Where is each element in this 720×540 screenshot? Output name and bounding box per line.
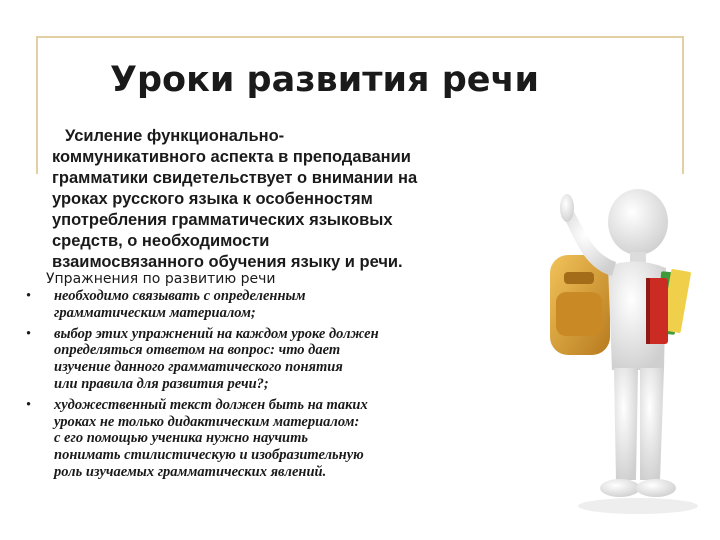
slide-title: Уроки развития речи: [110, 60, 540, 100]
intro-paragraph: [52, 126, 512, 273]
frame-right-line: [682, 36, 684, 174]
list-item-line: или правила для развития речи?;: [54, 375, 269, 392]
paragraph-line: коммуникативного аспекта в преподавании: [52, 148, 411, 166]
paragraph-line: средств, о необходимости: [52, 232, 270, 250]
exercises-subheading: Упражнения по развитию речи: [46, 271, 276, 287]
list-item: [24, 326, 514, 393]
paragraph-line: употребления грамматических языковых: [52, 211, 393, 229]
bullet-icon: •: [26, 396, 32, 413]
books: [646, 269, 691, 344]
paragraph-line: грамматики свидетельствует о внимании на: [52, 169, 418, 187]
list-item-line: уроках не только дидактическим материалом:: [54, 413, 360, 430]
list-item-line: грамматическим материалом;: [54, 304, 256, 321]
list-item: [24, 288, 514, 322]
list-item: [24, 397, 514, 481]
bullet-icon: •: [26, 325, 32, 342]
bullet-icon: •: [26, 288, 32, 304]
list-item-line: с его помощью ученика нужно научить: [54, 430, 309, 447]
list-item-line: необходимо связывать с определенным: [54, 288, 306, 304]
exercises-list: [24, 288, 514, 485]
list-item-line: понимать стилистическую и изобразительную: [54, 447, 364, 464]
list-item-line: выбор этих упражнений на каждом уроке должен: [54, 325, 379, 342]
list-item-line: определяться ответом на вопрос: что дает: [54, 342, 341, 359]
student-figure-illustration: [520, 180, 710, 530]
paragraph-line: уроках русского языка к особенностям: [52, 190, 373, 208]
paragraph-line: взаимосвязанного обучения языку и речи.: [52, 253, 403, 271]
list-item-line: изучение данного грамматического понятия: [54, 359, 343, 376]
paragraph-line: Усиление функционально-: [65, 127, 285, 145]
list-item-line: художественный текст должен быть на таких: [54, 396, 368, 413]
list-item-line: роль изучаемых грамматических явлений.: [54, 463, 327, 480]
